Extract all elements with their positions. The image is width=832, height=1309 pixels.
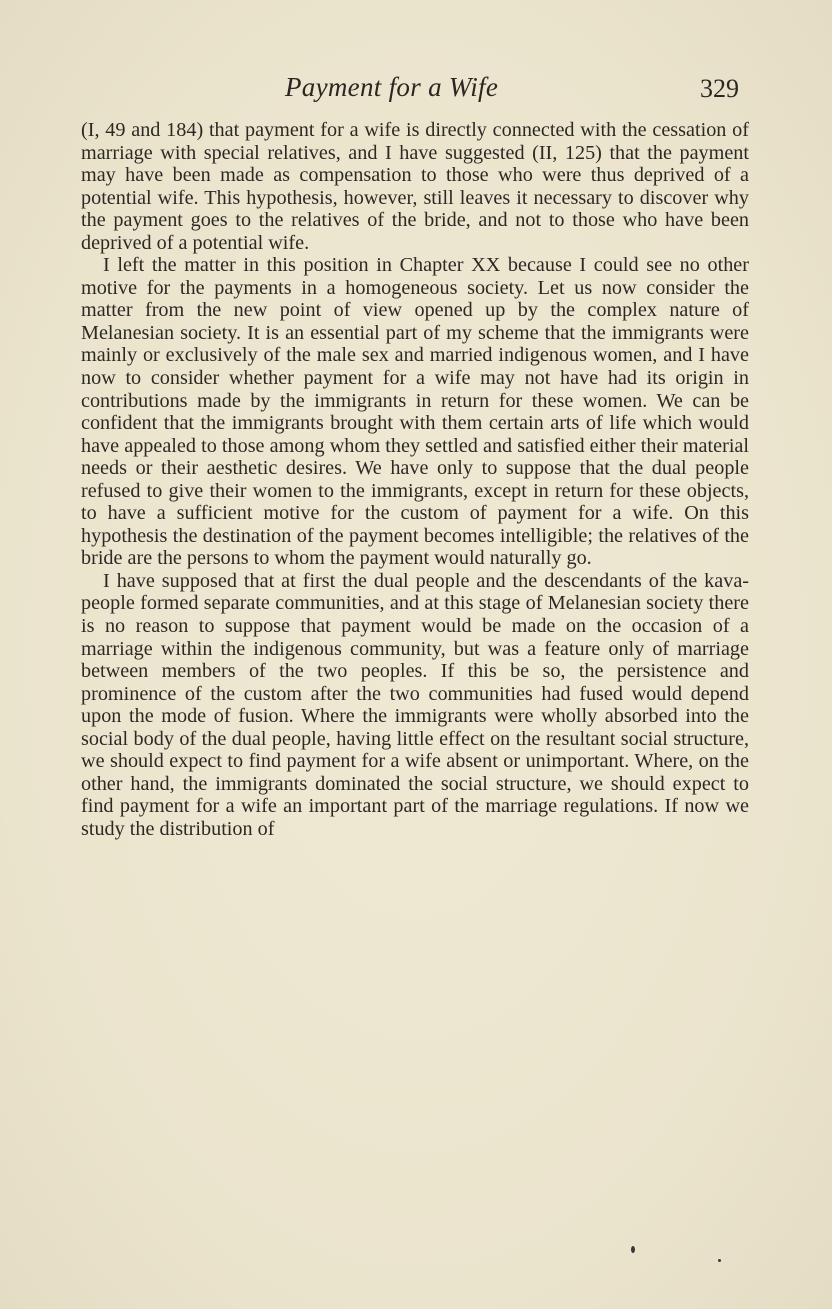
paragraph-3: I have supposed that at first the dual people and the descendants of the kava-people formed separate communities, and at this stage of Melanesian society there is no reason to suppose that payment would be made on the occasion of a marriage within the indigenous community, but was a feature only of marriage between members of the two peoples. If this be so, the persistence and prominence of the custom after the two communities had fused would depend upon the mode of fusion. Where the immigrants were wholly absorbed into the social body of the dual people, having little effect on the resultant social structure, we should expect to find payment for a wife absent or unimportant. Where, on the other hand, the immigrants dominated the social structure, we should expect to find payment for a wife an important part of the marriage regulations. If now we study the distribution of: [81, 569, 749, 840]
ink-speck: [631, 1246, 635, 1253]
body-text: [81, 119, 749, 841]
paragraph-1: (I, 49 and 184) that payment for a wife is directly connected with the cessation of marriage with special relatives, and I have suggested (II, 125) that the payment may have been made as compensation to those who were thus deprived of a potential wife. This hypothesis, however, still leaves it necessary to discover why the payment goes to the relatives of the bride, and not to those who have been deprived of a potential wife.: [81, 119, 749, 254]
paragraph-2: I left the matter in this position in Chapter XX because I could see no other motive for the payments in a homogeneous society. Let us now consider the matter from the new point of view opened up by the complex nature of Melanesian society. It is an essential part of my scheme that the immigrants were mainly or exclusively of the male sex and married indigenous women, and I have now to consider whether payment for a wife may not have had its origin in contributions made by the immigrants in return for these women. We can be confident that the immigrants brought with them certain arts of life which would have appealed to those among whom they settled and satisfied either their material needs or their aesthetic desires. We have only to suppose that the dual people refused to give their women to the immigrants, except in return for these objects, to have a sufficient motive for the custom of payment for a wife. On this hypothesis the destination of the payment becomes intelligible; the relatives of the bride are the persons to whom the payment would naturally go.: [81, 254, 749, 570]
page-number: 329: [700, 74, 739, 103]
page-header: [0, 72, 832, 112]
ink-speck: [718, 1259, 721, 1262]
running-title: Payment for a Wife: [285, 72, 499, 102]
